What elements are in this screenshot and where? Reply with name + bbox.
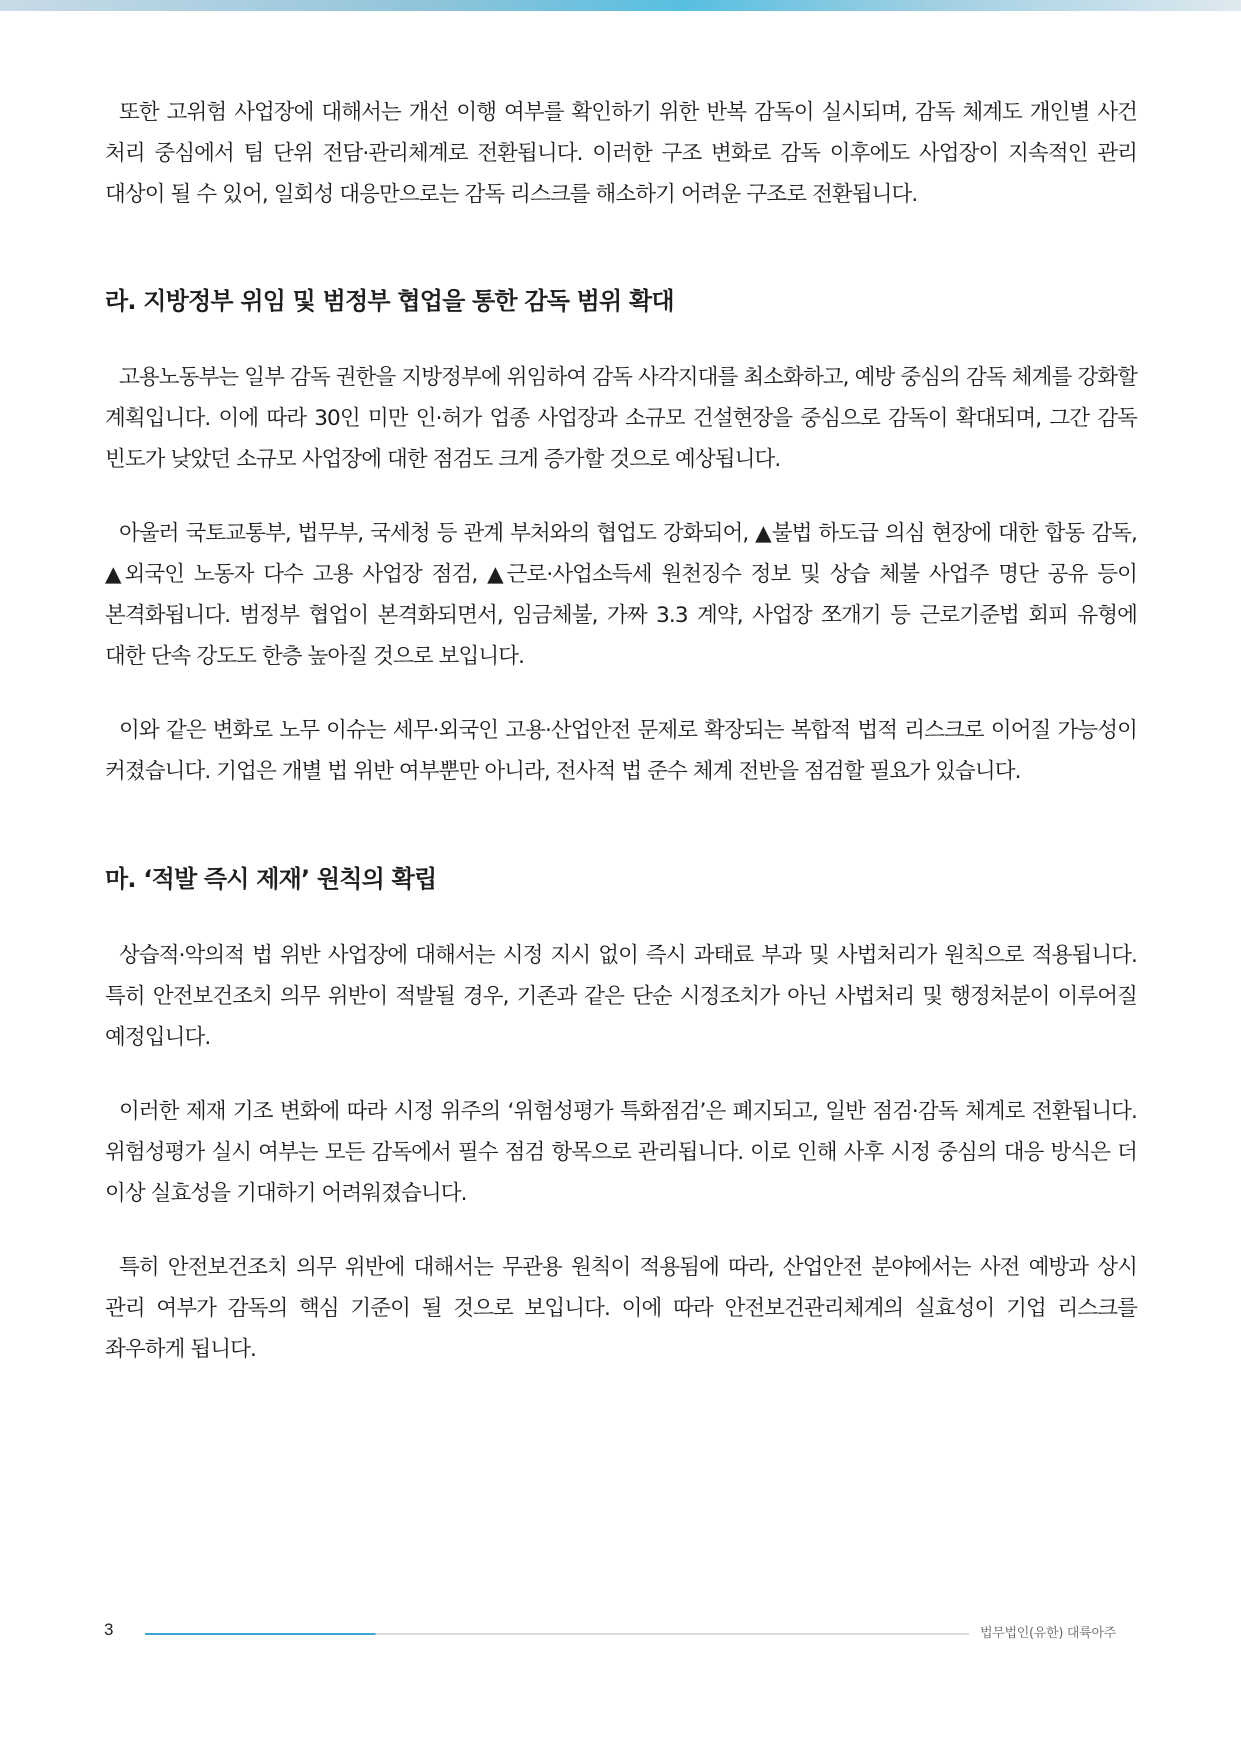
paragraph-local-delegation: 고용노동부는 일부 감독 권한을 지방정부에 위임하여 감독 사각지대를 최소화하고, 예방 중심의 감독 체계를 강화할 계획입니다. 이에 따라 30인 미만 인·허가 업종 사업장과 소규모 건설현장을 중심으로 감독이 확대되며, 그간 감독 빈도가 낮았던 소규모 사업장에 대한 점검도 크게 증가할 것으로 예상됩니다. — [105, 365, 1137, 472]
document-body — [105, 92, 1137, 1370]
paragraph-zero-tolerance: 특히 안전보건조치 의무 위반에 대해서는 무관용 원칙이 적용됨에 따라, 산업안전 분야에서는 사전 예방과 상시 관리 여부가 감독의 핵심 기준이 될 것으로 보입니다. 이에 따라 안전보건관리체계의 실효성이 기업 리스크를 좌우하게 됩니다. — [105, 1255, 1137, 1362]
footer-firm-name: 법무법인(유한) 대륙아주 — [980, 1626, 1116, 1641]
section-heading-ra: 라. 지방정부 위임 및 범정부 협업을 통한 감독 범위 확대 — [105, 287, 674, 315]
paragraph-interagency-cooperation: 아울러 국토교통부, 법무부, 국세청 등 관계 부처와의 협업도 강화되어, ▲불법 하도급 의심 현장에 대한 합동 감독, ▲외국인 노동자 다수 고용 사업장 점검, ▲근로·사업소득세 원천징수 정보 및 상습 체불 사업주 명단 공유 등이 본격화됩니다. 범정부 협업이 본격화되면서, 임금체불, 가짜 3.3 계약, 사업장 쪼개기 등 근로기준법 회피 유형에 대한 단속 강도도 한층 높아질 것으로 보입니다. — [105, 521, 1137, 669]
footer-divider — [145, 1633, 969, 1635]
paragraph-complex-legal-risk: 이와 같은 변화로 노무 이슈는 세무·외국인 고용·산업안전 문제로 확장되는 복합적 법적 리스크로 이어질 가능성이 커졌습니다. 기업은 개별 법 위반 여부뿐만 아니라, 전사적 법 준수 체계 전반을 점검할 필요가 있습니다. — [105, 718, 1137, 784]
page-number: 3 — [104, 1620, 114, 1639]
top-decorative-band — [0, 0, 1241, 11]
section-heading-ma: 마. ‘적발 즉시 제재’ 원칙의 확립 — [105, 865, 437, 893]
paragraph-immediate-sanction: 상습적·악의적 법 위반 사업장에 대해서는 시정 지시 없이 즉시 과태료 부과 및 사법처리가 원칙으로 적용됩니다. 특히 안전보건조치 의무 위반이 적발될 경우, 기존과 같은 단순 시정조치가 아닌 사법처리 및 행정처분이 이루어질 예정입니다. — [105, 943, 1137, 1050]
paragraph-repeat-inspection: 또한 고위험 사업장에 대해서는 개선 이행 여부를 확인하기 위한 반복 감독이 실시되며, 감독 체계도 개인별 사건 처리 중심에서 팀 단위 전담·관리체계로 전환됩니다. 이러한 구조 변화로 감독 이후에도 사업장이 지속적인 관리 대상이 될 수 있어, 일회성 대응만으로는 감독 리스크를 해소하기 어려운 구조로 전환됩니다. — [105, 100, 1137, 207]
paragraph-risk-assessment: 이러한 제재 기조 변화에 따라 시정 위주의 ‘위험성평가 특화점검’은 폐지되고, 일반 점검·감독 체계로 전환됩니다. 위험성평가 실시 여부는 모든 감독에서 필수 점검 항목으로 관리됩니다. 이로 인해 사후 시정 중심의 대응 방식은 더 이상 실효성을 기대하기 어려워졌습니다. — [105, 1099, 1137, 1206]
